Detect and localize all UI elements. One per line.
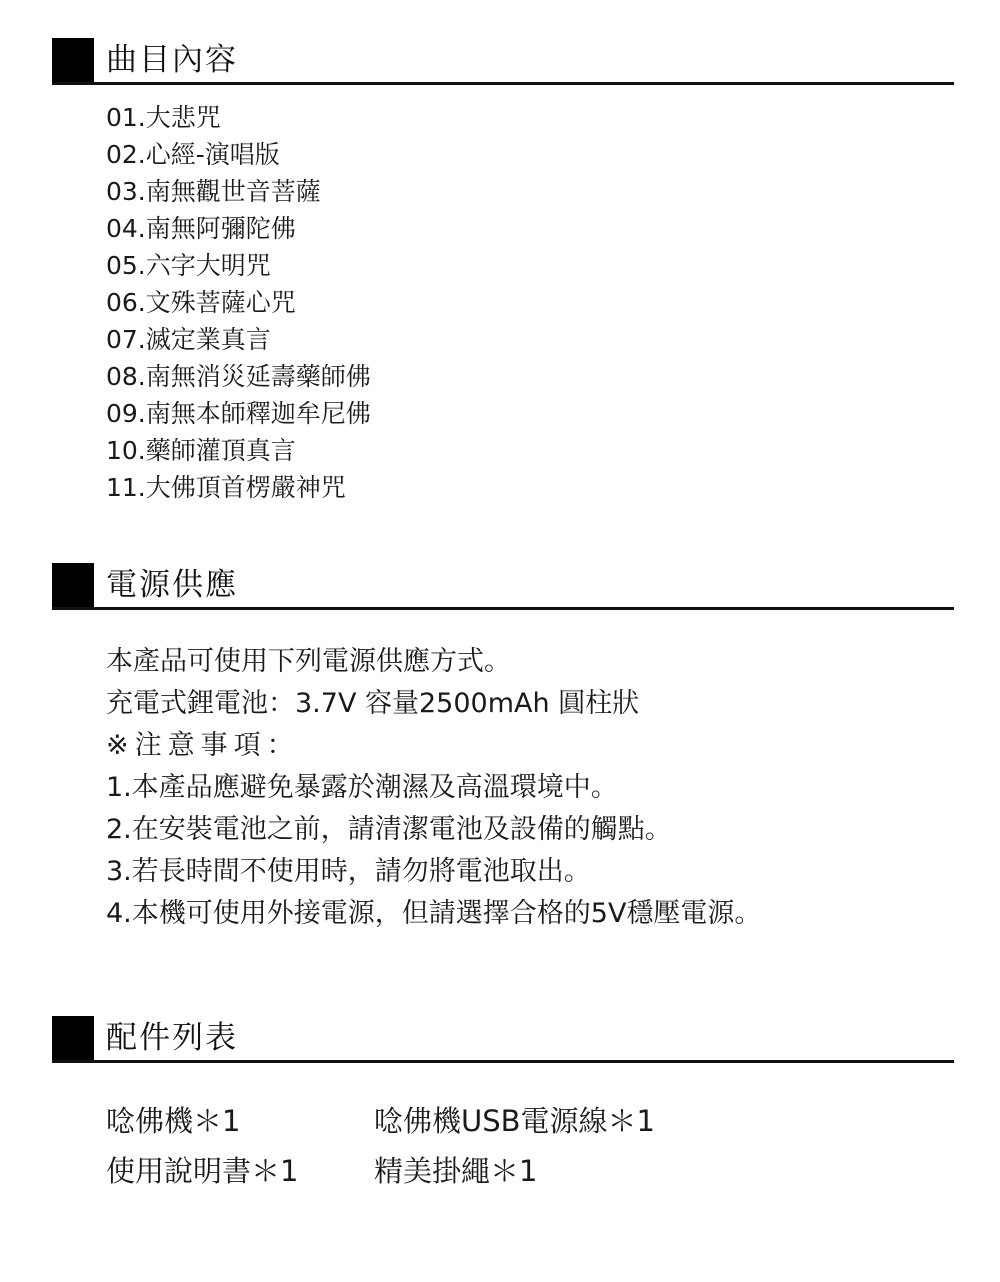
notice-item: 3.若長時間不使用時，請勿將電池取出。: [106, 856, 591, 887]
track-item: 05.六字大明咒: [106, 251, 271, 280]
notice-title: ※注意事項：: [106, 730, 300, 761]
accessories-title: 配件列表: [106, 1020, 238, 1056]
track-item: 04.南無阿彌陀佛: [106, 214, 296, 243]
battery-spec: 充電式鋰電池：3.7V 容量2500mAh 圓柱狀: [106, 688, 640, 719]
accessory-item: 使用說明書＊1: [106, 1154, 299, 1188]
accessory-list: [106, 1101, 655, 1191]
accessories-section: [52, 1016, 954, 1188]
tracks-title: 曲目內容: [106, 42, 238, 78]
tracks-section: [52, 38, 954, 502]
accessory-item: 精美掛繩＊1: [374, 1154, 538, 1188]
tracks-header: [52, 38, 954, 85]
accessory-item: 唸佛機＊1: [106, 1104, 241, 1138]
power-text: [106, 641, 761, 935]
track-item: 11.大佛頂首楞嚴神咒: [106, 473, 346, 502]
track-item: 08.南無消災延壽藥師佛: [106, 362, 371, 391]
notice-item: 4.本機可使用外接電源，但請選擇合格的5V穩壓電源。: [106, 898, 762, 929]
power-intro: 本產品可使用下列電源供應方式。: [106, 646, 511, 677]
track-item: 02.心經-演唱版: [106, 140, 280, 169]
section-marker-block: [52, 1016, 94, 1060]
power-header: [52, 563, 954, 610]
track-item: 01.大悲咒: [106, 103, 221, 132]
power-title: 電源供應: [106, 567, 238, 603]
notice-item: 2.在安裝電池之前，請清潔電池及設備的觸點。: [106, 814, 672, 845]
section-marker-block: [52, 563, 94, 607]
power-section: [52, 563, 954, 929]
track-item: 06.文殊菩薩心咒: [106, 288, 296, 317]
track-item: 07.滅定業真言: [106, 325, 271, 354]
track-item: 09.南無本師釋迦牟尼佛: [106, 399, 371, 428]
section-marker-block: [52, 38, 94, 82]
track-list: [106, 99, 371, 506]
notice-item: 1.本產品應避免暴露於潮濕及高溫環境中。: [106, 772, 618, 803]
accessories-header: [52, 1016, 954, 1063]
track-item: 03.南無觀世音菩薩: [106, 177, 321, 206]
track-item: 10.藥師灌頂真言: [106, 436, 296, 465]
accessory-item: 唸佛機USB電源線＊1: [374, 1104, 655, 1138]
